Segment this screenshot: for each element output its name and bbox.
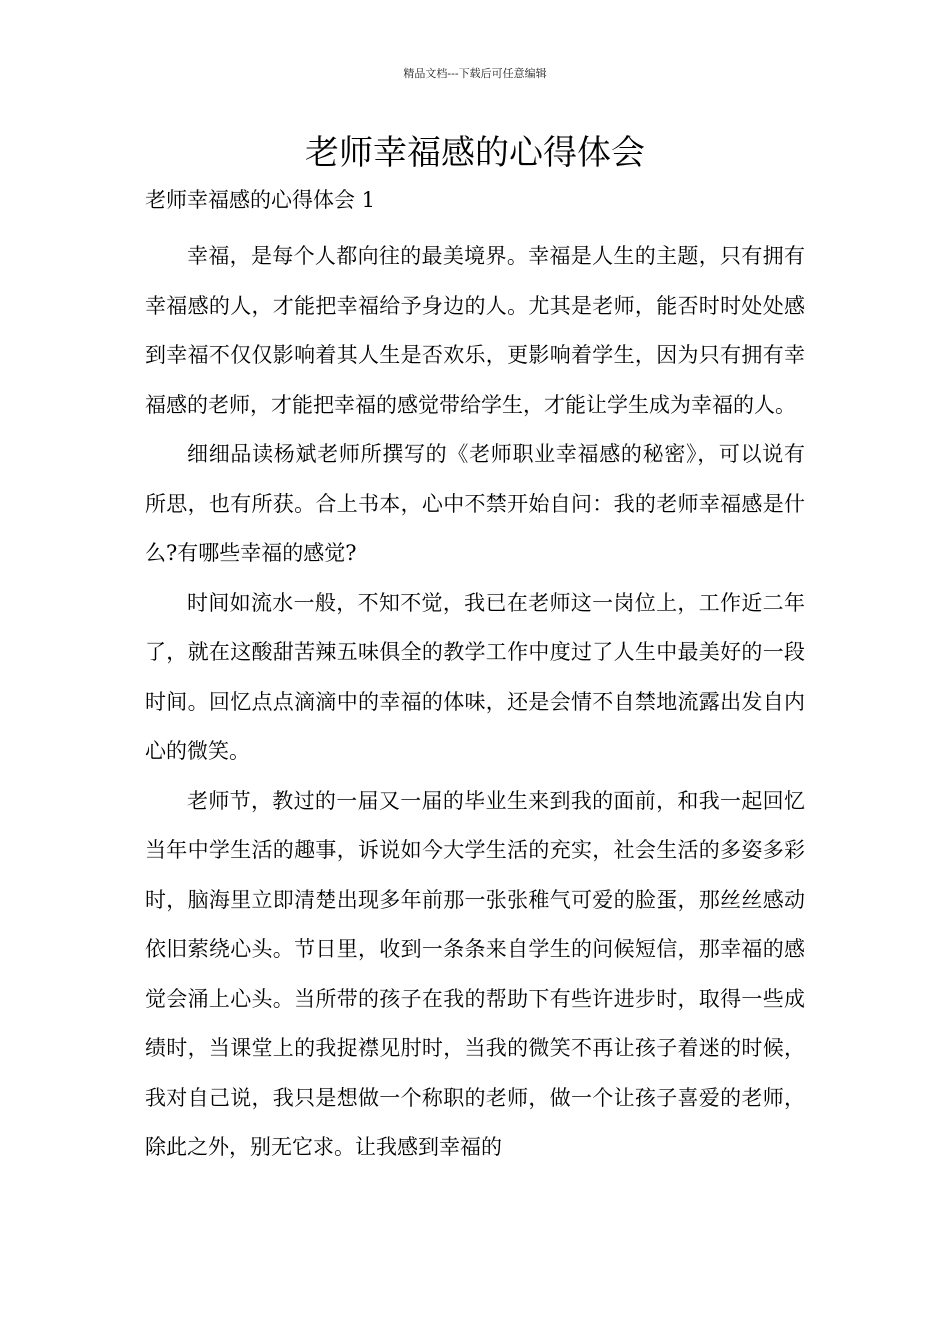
document-body (145, 232, 805, 1173)
paragraph-1: 幸福，是每个人都向往的最美境界。幸福是人生的主题，只有拥有幸福感的人，才能把幸福给予身边的人。尤其是老师，能否时时处处感到幸福不仅仅影响着其人生是否欢乐，更影响着学生，因为只有拥有幸福感的老师，才能把幸福的感觉带给学生，才能让学生成为幸福的人。 (145, 244, 805, 417)
document-title: 老师幸福感的心得体会 (305, 133, 645, 173)
section-subtitle: 老师幸福感的心得体会 1 (145, 188, 376, 212)
header-note: 精品文档---下载后可任意编辑 (403, 67, 547, 80)
paragraph-4: 老师节，教过的一届又一届的毕业生来到我的面前，和我一起回忆当年中学生活的趣事，诉说如今大学生活的充实，社会生活的多姿多彩时，脑海里立即清楚出现多年前那一张张稚气可爱的脸蛋，那丝丝感动依旧萦绕心头。节日里，收到一条条来自学生的问候短信，那幸福的感觉会涌上心头。当所带的孩子在我的帮助下有些许进步时，取得一些成绩时，当课堂上的我捉襟见肘时，当我的微笑不再让孩子着迷的时候，我对自己说，我只是想做一个称职的老师，做一个让孩子喜爱的老师，除此之外，别无它求。让我感到幸福的 (145, 788, 805, 1159)
paragraph-2: 细细品读杨斌老师所撰写的《老师职业幸福感的秘密》，可以说有所思，也有所获。合上书本，心中不禁开始自问：我的老师幸福感是什么?有哪些幸福的感觉? (145, 442, 805, 565)
paragraph-3: 时间如流水一般，不知不觉，我已在老师这一岗位上，工作近二年了，就在这酸甜苦辣五味俱全的教学工作中度过了人生中最美好的一段时间。回忆点点滴滴中的幸福的体味，还是会情不自禁地流露出发自内心的微笑。 (145, 590, 805, 763)
